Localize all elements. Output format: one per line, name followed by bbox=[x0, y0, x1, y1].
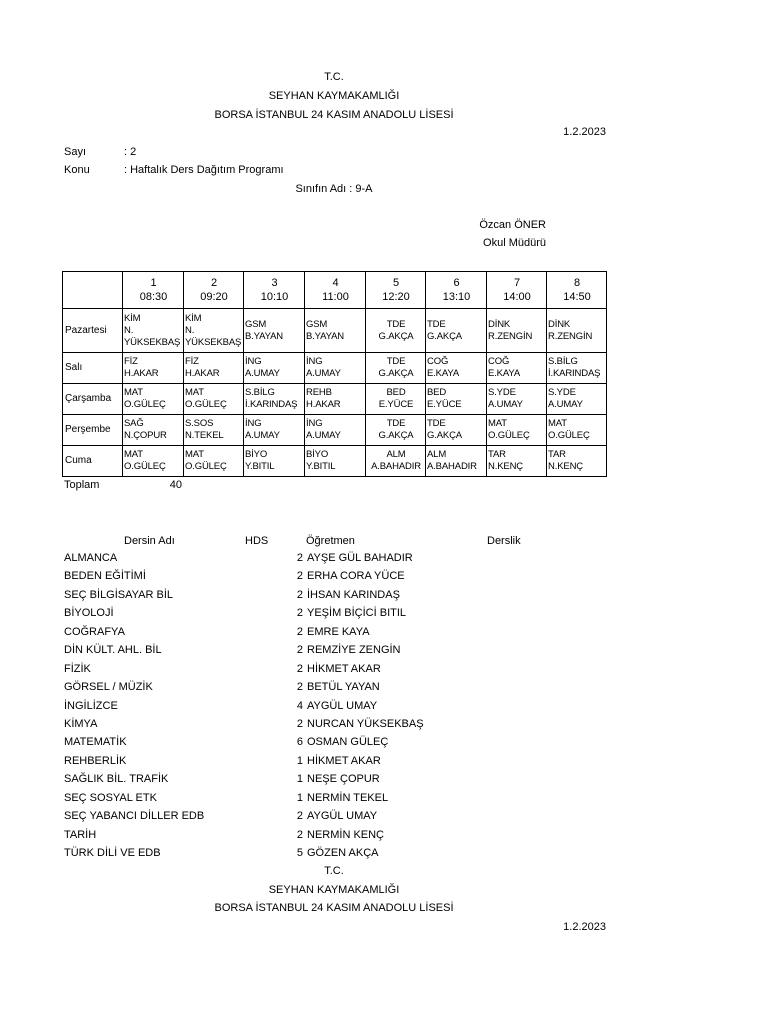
list-header-hds: HDS bbox=[245, 535, 269, 547]
lesson-teacher: R.ZENGİN bbox=[488, 330, 533, 342]
lesson-code: FİZ bbox=[185, 356, 199, 367]
course-name: BEDEN EĞİTİMİ bbox=[64, 570, 146, 583]
lesson-cell bbox=[305, 353, 366, 384]
list-header-course: Dersin Adı bbox=[124, 535, 175, 547]
lesson-cell bbox=[487, 384, 547, 415]
course-teacher: HİKMET AKAR bbox=[307, 662, 381, 675]
course-teacher: NEŞE ÇOPUR bbox=[307, 773, 380, 786]
footer-district: SEYHAN KAYMAKAMLIĞI bbox=[268, 884, 400, 896]
schedule-day-row bbox=[63, 446, 607, 477]
lesson-cell bbox=[487, 353, 547, 384]
period-number: 8 bbox=[573, 277, 581, 289]
konu-label: Konu bbox=[64, 164, 90, 176]
course-name: ALMANCA bbox=[64, 552, 118, 564]
course-row bbox=[0, 623, 768, 641]
period-number: 3 bbox=[271, 277, 278, 289]
lesson-code: MAT bbox=[185, 449, 204, 460]
lesson-teacher: A.UMAY bbox=[548, 399, 583, 410]
schedule-day-row bbox=[63, 309, 607, 353]
lesson-cell bbox=[184, 384, 244, 415]
lesson-cell bbox=[123, 415, 184, 446]
course-row bbox=[0, 697, 768, 715]
course-hours: 2 bbox=[296, 828, 303, 841]
sayi-label: Sayı bbox=[64, 146, 87, 158]
lesson-cell bbox=[487, 309, 547, 353]
period-number: 2 bbox=[210, 277, 218, 289]
period-time: 10:10 bbox=[260, 291, 289, 303]
lesson-cell bbox=[547, 309, 607, 353]
lesson-code: TDE bbox=[386, 318, 406, 330]
lesson-code: ALM bbox=[386, 449, 406, 460]
course-name: MATEMATİK bbox=[64, 736, 127, 749]
lesson-teacher: A.UMAY bbox=[488, 399, 523, 410]
course-teacher: AYŞE GÜL BAHADIR bbox=[307, 552, 413, 564]
lesson-teacher: A.UMAY bbox=[306, 430, 341, 441]
principal-name: Özcan ÖNER bbox=[479, 219, 546, 231]
lesson-code: S.BİLG bbox=[548, 356, 578, 367]
period-time: 13:10 bbox=[442, 291, 471, 303]
period-header-cell bbox=[244, 272, 305, 309]
course-name: FİZİK bbox=[64, 662, 91, 675]
course-row bbox=[0, 770, 768, 788]
lesson-code: BİYO bbox=[245, 449, 268, 460]
lesson-cell bbox=[426, 446, 487, 477]
lesson-code: BED bbox=[386, 387, 406, 398]
course-teacher: AYGÜL UMAY bbox=[307, 699, 378, 712]
period-number: 1 bbox=[150, 277, 157, 289]
course-hours: 2 bbox=[296, 662, 303, 675]
konu-value: : Haftalık Ders Dağıtım Programı bbox=[124, 164, 284, 176]
course-row bbox=[0, 586, 768, 604]
lesson-code: MAT bbox=[124, 449, 143, 460]
course-row bbox=[0, 789, 768, 807]
schedule-day-row bbox=[63, 353, 607, 384]
footer-tc: T.C. bbox=[324, 865, 344, 877]
course-name: SEÇ SOSYAL ETK bbox=[64, 791, 157, 804]
lesson-teacher: A.UMAY bbox=[306, 368, 341, 379]
header-school: BORSA İSTANBUL 24 KASIM ANADOLU LİSESİ bbox=[214, 109, 454, 121]
period-number: 5 bbox=[392, 277, 400, 289]
lesson-teacher: R.ZENGİN bbox=[548, 330, 593, 342]
lesson-teacher: O.GÜLEÇ bbox=[548, 430, 590, 441]
course-row bbox=[0, 604, 768, 622]
lesson-code: İNG bbox=[306, 418, 323, 429]
footer-date: 1.2.2023 bbox=[563, 921, 606, 933]
period-number: 7 bbox=[513, 277, 521, 289]
lesson-code: ALM bbox=[427, 449, 447, 460]
lesson-cell bbox=[366, 384, 426, 415]
lesson-cell bbox=[305, 309, 366, 353]
lesson-code: S.SOS bbox=[185, 418, 214, 429]
course-row bbox=[0, 641, 768, 659]
lesson-cell bbox=[426, 309, 487, 353]
lesson-code: COĞ bbox=[488, 356, 510, 367]
lesson-teacher: A.UMAY bbox=[245, 368, 280, 379]
lesson-code: KİM bbox=[124, 312, 141, 324]
lesson-code: İNG bbox=[245, 356, 262, 367]
course-row bbox=[0, 549, 768, 567]
lesson-teacher: B.YAYAN bbox=[306, 330, 345, 342]
lesson-cell bbox=[184, 309, 244, 353]
course-row bbox=[0, 660, 768, 678]
lesson-teacher: A.UMAY bbox=[245, 430, 280, 441]
course-list bbox=[0, 549, 768, 869]
day-name: Cuma bbox=[63, 446, 123, 477]
list-header-room: Derslik bbox=[487, 535, 521, 547]
lesson-cell bbox=[487, 446, 547, 477]
course-teacher: NURCAN YÜKSEKBAŞ bbox=[307, 717, 424, 730]
lesson-code: TAR bbox=[548, 449, 566, 460]
total-value: 40 bbox=[169, 479, 182, 491]
lesson-teacher: E.KAYA bbox=[488, 368, 521, 379]
course-name: SEÇ YABANCI DİLLER EDB bbox=[64, 810, 205, 823]
lesson-code: TDE bbox=[386, 356, 406, 367]
lesson-cell bbox=[426, 415, 487, 446]
course-name: KİMYA bbox=[64, 717, 98, 730]
course-teacher: YEŞİM BİÇİCİ BITIL bbox=[307, 607, 407, 620]
lesson-teacher: G.AKÇA bbox=[427, 430, 462, 441]
lesson-cell bbox=[184, 353, 244, 384]
course-hours: 1 bbox=[296, 773, 303, 786]
lesson-cell bbox=[244, 309, 305, 353]
lesson-cell bbox=[305, 384, 366, 415]
list-header-teacher: Öğretmen bbox=[306, 535, 355, 547]
lesson-teacher: Y.BITIL bbox=[245, 461, 275, 472]
lesson-code: KİM bbox=[185, 312, 202, 324]
lesson-code: N. bbox=[185, 324, 195, 336]
lesson-teacher: O.GÜLEÇ bbox=[124, 399, 166, 410]
lesson-teacher: O.GÜLEÇ bbox=[488, 430, 530, 441]
course-row bbox=[0, 715, 768, 733]
lesson-teacher: H.AKAR bbox=[306, 399, 341, 410]
day-name: Çarşamba bbox=[63, 384, 123, 415]
lesson-teacher: H.AKAR bbox=[124, 368, 159, 379]
lesson-code: S.YDE bbox=[488, 387, 516, 398]
lesson-code: S.YDE bbox=[548, 387, 576, 398]
lesson-code: N. bbox=[124, 324, 134, 336]
course-name: REHBERLİK bbox=[64, 754, 127, 767]
course-row bbox=[0, 752, 768, 770]
class-name: Sınıfın Adı : 9-A bbox=[295, 183, 373, 195]
sayi-value: : 2 bbox=[124, 146, 137, 158]
header-district: SEYHAN KAYMAKAMLIĞI bbox=[268, 90, 400, 102]
period-time: 14:50 bbox=[563, 291, 591, 303]
lesson-teacher: E.YÜCE bbox=[378, 399, 414, 410]
lesson-code: TDE bbox=[427, 318, 446, 330]
schedule-day-row bbox=[63, 384, 607, 415]
period-number: 6 bbox=[453, 277, 460, 289]
lesson-code: S.BİLG bbox=[245, 387, 275, 398]
lesson-cell bbox=[123, 309, 184, 353]
course-hours: 1 bbox=[296, 754, 303, 767]
principal-title: Okul Müdürü bbox=[483, 237, 546, 249]
period-header-cell bbox=[487, 272, 547, 309]
course-name: DİN KÜLT. AHL. BİL bbox=[64, 644, 162, 657]
course-row bbox=[0, 826, 768, 844]
course-teacher: NERMİN TEKEL bbox=[307, 791, 389, 804]
day-name: Perşembe bbox=[63, 415, 123, 446]
course-hours: 2 bbox=[296, 681, 303, 694]
course-hours: 2 bbox=[296, 644, 303, 657]
course-name: TARİH bbox=[64, 828, 97, 841]
lesson-teacher: O.GÜLEÇ bbox=[124, 461, 166, 472]
lesson-teacher: E.KAYA bbox=[427, 368, 460, 379]
schedule-header-row bbox=[63, 272, 607, 309]
course-teacher: HİKMET AKAR bbox=[307, 754, 381, 767]
course-row bbox=[0, 567, 768, 585]
lesson-cell bbox=[487, 415, 547, 446]
period-header-cell bbox=[123, 272, 184, 309]
lesson-code: MAT bbox=[185, 387, 204, 398]
lesson-teacher: B.YAYAN bbox=[245, 330, 284, 342]
header-date: 1.2.2023 bbox=[563, 126, 606, 138]
schedule-day-row bbox=[63, 415, 607, 446]
lesson-teacher: N.KENÇ bbox=[488, 461, 523, 472]
weekly-schedule-table bbox=[62, 271, 607, 477]
course-row bbox=[0, 844, 768, 862]
lesson-teacher: G.AKÇA bbox=[427, 330, 462, 342]
course-hours: 6 bbox=[296, 736, 303, 749]
lesson-code: BİYO bbox=[306, 449, 329, 460]
period-header-cell bbox=[366, 272, 426, 309]
lesson-code: MAT bbox=[124, 387, 143, 398]
course-name: GÖRSEL / MÜZİK bbox=[64, 681, 153, 694]
lesson-cell bbox=[426, 353, 487, 384]
course-row bbox=[0, 678, 768, 696]
lesson-teacher: İ.KARINDAŞ bbox=[245, 399, 298, 410]
course-hours: 2 bbox=[296, 717, 303, 730]
course-teacher: OSMAN GÜLEÇ bbox=[307, 736, 389, 749]
lesson-cell bbox=[184, 415, 244, 446]
period-header-cell bbox=[184, 272, 244, 309]
lesson-cell bbox=[305, 446, 366, 477]
lesson-code: DİNK bbox=[548, 318, 571, 330]
lesson-teacher: H.AKAR bbox=[185, 368, 220, 379]
lesson-code: DİNK bbox=[488, 318, 511, 330]
lesson-code: MAT bbox=[548, 418, 567, 429]
lesson-teacher: G.AKÇA bbox=[378, 330, 414, 342]
course-name: COĞRAFYA bbox=[64, 625, 125, 638]
course-name: TÜRK DİLİ VE EDB bbox=[64, 847, 161, 860]
lesson-code: GSM bbox=[306, 318, 328, 330]
lesson-code: TDE bbox=[386, 418, 406, 429]
lesson-cell bbox=[123, 353, 184, 384]
course-teacher: REMZİYE ZENGİN bbox=[307, 644, 401, 657]
lesson-code: GSM bbox=[245, 318, 267, 330]
lesson-cell bbox=[366, 309, 426, 353]
course-hours: 2 bbox=[296, 588, 303, 601]
course-name: SEÇ BİLGİSAYAR BİL bbox=[64, 588, 174, 601]
day-name: Pazartesi bbox=[63, 309, 123, 353]
course-name: SAĞLIK BİL. TRAFİK bbox=[64, 773, 169, 786]
course-teacher: ERHA CORA YÜCE bbox=[307, 570, 405, 583]
course-teacher: AYGÜL UMAY bbox=[307, 810, 378, 823]
lesson-teacher: N.TEKEL bbox=[185, 430, 224, 441]
period-number: 4 bbox=[332, 277, 339, 289]
lesson-code: TDE bbox=[427, 418, 446, 429]
period-time: 14:00 bbox=[503, 291, 531, 303]
lesson-cell bbox=[547, 353, 607, 384]
lesson-cell bbox=[366, 446, 426, 477]
lesson-code: FİZ bbox=[124, 356, 138, 367]
lesson-teacher: YÜKSEKBAŞ bbox=[185, 336, 242, 348]
lesson-teacher: YÜKSEKBAŞ bbox=[124, 336, 181, 348]
period-time: 09:20 bbox=[200, 291, 228, 303]
lesson-cell bbox=[244, 446, 305, 477]
lesson-teacher: Y.BITIL bbox=[306, 461, 336, 472]
period-time: 12:20 bbox=[382, 291, 410, 303]
course-teacher: EMRE KAYA bbox=[307, 625, 370, 638]
lesson-cell bbox=[244, 353, 305, 384]
total-label: Toplam bbox=[64, 479, 100, 491]
lesson-cell bbox=[123, 384, 184, 415]
course-teacher: GÖZEN AKÇA bbox=[307, 847, 379, 860]
lesson-teacher: A.BAHADIR bbox=[371, 461, 421, 472]
lesson-cell bbox=[366, 415, 426, 446]
period-time: 11:00 bbox=[322, 291, 349, 303]
course-teacher: NERMİN KENÇ bbox=[307, 828, 385, 841]
course-row bbox=[0, 807, 768, 825]
lesson-code: İNG bbox=[306, 356, 323, 367]
course-row bbox=[0, 733, 768, 751]
course-teacher: BETÜL YAYAN bbox=[307, 681, 380, 694]
lesson-teacher: N.KENÇ bbox=[548, 461, 583, 472]
period-header-cell bbox=[426, 272, 487, 309]
lesson-teacher: G.AKÇA bbox=[378, 368, 414, 379]
schedule-corner-cell bbox=[63, 272, 123, 309]
lesson-teacher: O.GÜLEÇ bbox=[185, 399, 227, 410]
lesson-code: TAR bbox=[488, 449, 506, 460]
lesson-teacher: G.AKÇA bbox=[378, 430, 414, 441]
lesson-cell bbox=[547, 384, 607, 415]
lesson-code: REHB bbox=[306, 387, 332, 398]
lesson-code: BED bbox=[427, 387, 447, 398]
day-name: Salı bbox=[63, 353, 123, 384]
course-hours: 2 bbox=[296, 552, 303, 564]
lesson-cell bbox=[426, 384, 487, 415]
course-name: İNGİLİZCE bbox=[64, 699, 118, 712]
course-hours: 2 bbox=[296, 570, 303, 583]
lesson-teacher: E.YÜCE bbox=[427, 399, 462, 410]
lesson-cell bbox=[184, 446, 244, 477]
lesson-cell bbox=[244, 415, 305, 446]
lesson-code: İNG bbox=[245, 418, 262, 429]
lesson-code: COĞ bbox=[427, 356, 449, 367]
header-tc: T.C. bbox=[324, 71, 344, 83]
course-hours: 1 bbox=[296, 791, 303, 804]
lesson-teacher: N.ÇOPUR bbox=[124, 430, 167, 441]
period-header-cell bbox=[547, 272, 607, 309]
lesson-cell bbox=[123, 446, 184, 477]
lesson-cell bbox=[366, 353, 426, 384]
period-header-cell bbox=[305, 272, 366, 309]
lesson-cell bbox=[547, 415, 607, 446]
lesson-teacher: İ.KARINDAŞ bbox=[548, 368, 601, 379]
lesson-cell bbox=[244, 384, 305, 415]
course-hours: 5 bbox=[296, 847, 303, 860]
course-hours: 2 bbox=[296, 625, 303, 638]
course-name: BİYOLOJİ bbox=[64, 607, 114, 620]
lesson-cell bbox=[547, 446, 607, 477]
course-hours: 4 bbox=[296, 699, 303, 712]
course-teacher: İHSAN KARINDAŞ bbox=[307, 588, 400, 601]
lesson-teacher: O.GÜLEÇ bbox=[185, 461, 227, 472]
lesson-code: SAĞ bbox=[124, 418, 144, 429]
lesson-teacher: A.BAHADIR bbox=[427, 461, 477, 472]
period-time: 08:30 bbox=[139, 291, 168, 303]
course-hours: 2 bbox=[296, 607, 303, 620]
lesson-cell bbox=[305, 415, 366, 446]
course-hours: 2 bbox=[296, 810, 303, 823]
footer-school: BORSA İSTANBUL 24 KASIM ANADOLU LİSESİ bbox=[214, 902, 454, 914]
lesson-code: MAT bbox=[488, 418, 507, 429]
